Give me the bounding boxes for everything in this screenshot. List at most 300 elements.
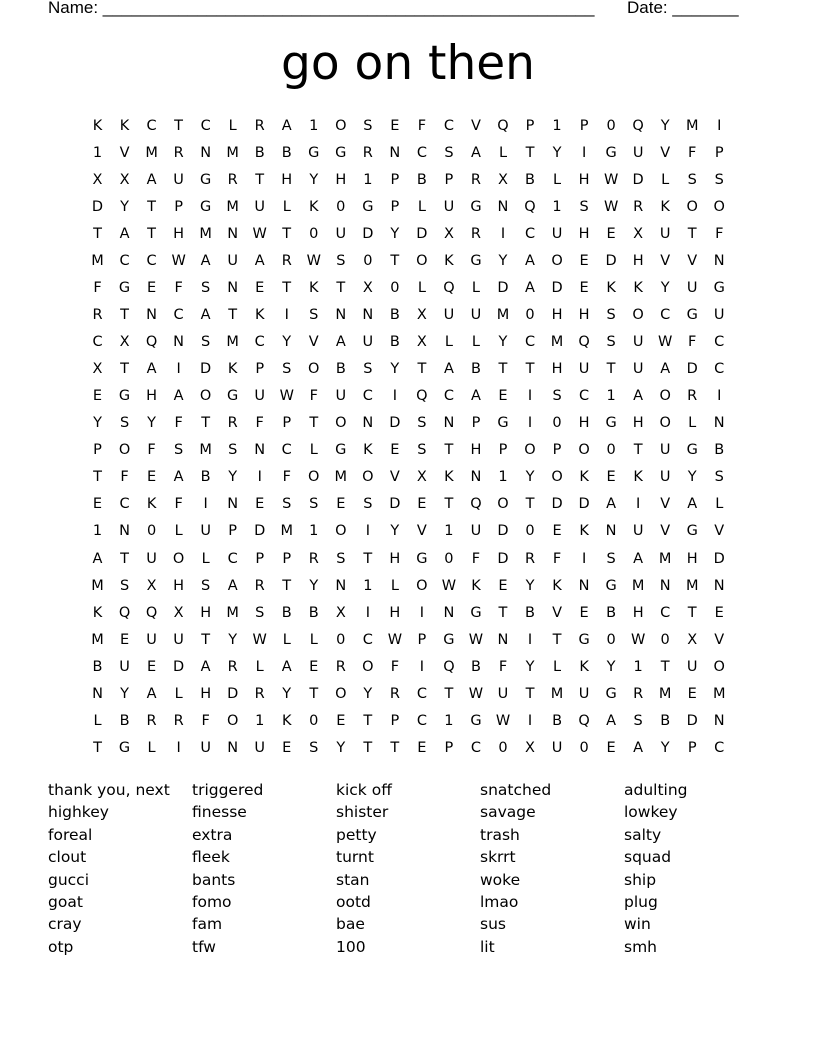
grid-letter: L [147, 739, 156, 756]
grid-letter: O [632, 307, 644, 324]
grid-letter: U [146, 631, 157, 648]
word-list-item: petty [336, 825, 377, 844]
grid-letter: B [389, 307, 400, 324]
grid-letter: B [552, 712, 563, 729]
word-list-item: snatched [480, 781, 552, 799]
grid-letter: X [119, 172, 130, 189]
grid-letter: 0 [309, 226, 319, 243]
grid-letter: A [606, 496, 617, 513]
grid-letter: 0 [309, 712, 319, 729]
grid-letter: V [660, 496, 671, 513]
grid-letter: P [390, 199, 400, 216]
grid-letter: G [497, 415, 509, 432]
grid-letter: U [632, 145, 644, 162]
grid-letter: C [443, 388, 454, 405]
grid-letter: D [254, 523, 266, 540]
grid-letter: M [91, 253, 104, 270]
grid-letter: A [146, 361, 157, 378]
grid-letter: R [362, 145, 373, 162]
grid-letter: M [226, 145, 239, 162]
grid-letter: T [552, 631, 562, 648]
grid-letter: U [254, 388, 266, 405]
grid-letter: H [632, 604, 644, 621]
grid-letter: K [579, 658, 589, 675]
grid-letter: 0 [525, 523, 535, 540]
grid-letter: W [171, 253, 186, 270]
grid-letter: 0 [552, 415, 562, 432]
grid-letter: A [633, 550, 644, 567]
grid-letter: D [227, 685, 239, 702]
word-list-item: win [624, 915, 651, 934]
grid-row [84, 302, 733, 329]
grid-letter: X [146, 577, 157, 594]
grid-letter: V [308, 334, 319, 351]
grid-letter: T [525, 496, 535, 513]
grid-letter: I [527, 388, 533, 405]
grid-letter: N [335, 577, 347, 594]
grid-letter: T [498, 361, 508, 378]
grid-letter: C [660, 604, 671, 621]
grid-letter: T [120, 550, 129, 567]
grid-letter: X [92, 361, 103, 378]
grid-letter: Y [228, 631, 238, 648]
grid-letter: M [199, 442, 212, 459]
grid-letter: D [173, 658, 185, 675]
grid-letter: O [226, 712, 239, 729]
grid-letter: M [685, 577, 699, 594]
grid-letter: T [174, 118, 184, 134]
grid-letter: L [201, 550, 210, 567]
grid-letter: N [227, 739, 239, 756]
word-list-item: lowkey [624, 803, 678, 822]
grid-letter: H [146, 388, 158, 405]
grid-letter: K [146, 496, 157, 513]
grid-letter: U [443, 199, 455, 216]
grid-letter: P [93, 442, 102, 459]
grid-letter: T [525, 145, 535, 162]
grid-letter: R [389, 685, 400, 702]
grid-letter: S [363, 361, 373, 378]
grid-letter: K [92, 118, 103, 134]
grid-letter: Y [525, 577, 535, 594]
grid-letter: I [365, 604, 370, 621]
word-list-item: lit [480, 937, 495, 956]
word-list-item: 100 [336, 937, 366, 956]
grid-letter: S [606, 550, 616, 567]
grid-letter: C [579, 388, 590, 405]
grid-letter: I [500, 226, 506, 243]
grid-letter: R [173, 712, 184, 729]
grid-letter: L [715, 496, 724, 513]
grid-letter: T [309, 415, 319, 432]
grid-letter: I [636, 496, 641, 513]
grid-letter: M [334, 469, 348, 486]
grid-letter: Y [228, 469, 238, 486]
grid-letter: N [497, 631, 509, 648]
grid-letter: E [687, 685, 697, 702]
grid-letter: E [92, 388, 103, 405]
grid-letter: 0 [336, 631, 346, 648]
grid-letter: G [470, 199, 482, 216]
grid-letter: Y [687, 469, 697, 486]
grid-letter: C [416, 145, 427, 162]
grid-letter: N [146, 307, 157, 324]
grid-letter: T [93, 739, 102, 756]
word-list-item: gucci [48, 870, 90, 889]
grid-letter: L [471, 334, 480, 351]
word-list-item: extra [192, 825, 233, 844]
grid-letter: A [200, 658, 211, 675]
grid-letter: S [255, 604, 265, 621]
grid-letter: Q [145, 334, 158, 351]
grid-letter: C [92, 334, 103, 351]
grid-row [84, 464, 733, 491]
grid-letter: S [633, 712, 643, 729]
grid-letter: Y [390, 523, 400, 540]
grid-row [84, 573, 733, 600]
grid-letter: E [255, 496, 265, 513]
grid-letter: U [443, 307, 455, 324]
grid-letter: D [416, 226, 428, 243]
grid-letter: C [416, 712, 427, 729]
grid-letter: D [91, 199, 104, 216]
grid-letter: E [579, 280, 589, 297]
grid-letter: I [581, 550, 587, 567]
word-list-item: foreal [48, 825, 93, 844]
grid-letter: F [715, 226, 724, 243]
grid-letter: A [660, 361, 671, 378]
grid-row [84, 329, 733, 356]
grid-letter: G [605, 685, 617, 702]
word-list-item: tfw [192, 937, 216, 956]
grid-letter: H [470, 442, 482, 459]
grid-letter: O [524, 442, 536, 459]
grid-letter: T [687, 604, 697, 621]
grid-letter: N [119, 523, 130, 540]
grid-letter: P [552, 442, 562, 459]
grid-letter: E [309, 658, 319, 675]
grid-letter: C [200, 118, 211, 134]
grid-letter: C [362, 388, 373, 405]
grid-letter: S [579, 199, 589, 216]
grid-letter: E [390, 118, 400, 134]
grid-letter: P [444, 739, 454, 756]
grid-letter: V [389, 469, 400, 486]
grid-letter: K [281, 712, 292, 729]
grid-letter: G [470, 712, 482, 729]
grid-letter: U [686, 658, 698, 675]
grid-letter: I [392, 388, 397, 405]
grid-letter: S [606, 307, 616, 324]
grid-letter: Q [443, 658, 455, 675]
grid-letter: 1 [552, 118, 562, 134]
grid-letter: A [173, 388, 184, 405]
grid-letter: G [308, 145, 320, 162]
grid-letter: B [335, 361, 346, 378]
grid-letter: Y [120, 199, 129, 216]
grid-letter: F [120, 469, 129, 486]
grid-letter: U [146, 550, 157, 567]
letter-grid [84, 113, 733, 762]
grid-letter: G [335, 145, 347, 162]
grid-letter: Y [552, 145, 562, 162]
word-list-item: ship [624, 870, 657, 889]
grid-row [84, 491, 733, 518]
grid-letter: T [660, 658, 670, 675]
grid-letter: T [687, 226, 697, 243]
grid-letter: T [390, 739, 400, 756]
word-list-item: kick off [336, 781, 392, 799]
grid-letter: U [632, 334, 644, 351]
grid-letter: M [631, 577, 645, 594]
grid-letter: U [254, 199, 266, 216]
grid-letter: I [257, 469, 262, 486]
grid-letter: A [254, 253, 265, 270]
grid-letter: U [578, 685, 590, 702]
grid-letter: 0 [660, 631, 670, 648]
grid-letter: K [579, 469, 589, 486]
grid-letter: S [714, 172, 724, 189]
grid-letter: V [119, 145, 130, 162]
grid-letter: T [444, 685, 454, 702]
grid-letter: T [363, 550, 373, 567]
grid-letter: F [498, 658, 508, 675]
grid-letter: U [173, 631, 184, 648]
grid-letter: Y [147, 415, 156, 432]
grid-letter: S [309, 496, 319, 513]
grid-letter: E [579, 253, 589, 270]
grid-letter: E [606, 226, 616, 243]
grid-letter: A [470, 145, 481, 162]
grid-letter: T [282, 577, 292, 594]
grid-letter: S [336, 550, 346, 567]
grid-letter: I [527, 415, 533, 432]
grid-letter: R [687, 388, 698, 405]
grid-letter: E [552, 523, 562, 540]
grid-letter: U [335, 226, 347, 243]
grid-letter: D [389, 496, 401, 513]
grid-letter: A [633, 388, 644, 405]
grid-letter: C [119, 496, 130, 513]
word-list-item: bants [192, 870, 236, 889]
grid-letter: 1 [363, 577, 373, 594]
grid-letter: G [605, 145, 617, 162]
page-title: go on then [281, 36, 535, 91]
grid-letter: C [714, 334, 725, 351]
grid-letter: L [309, 631, 318, 648]
grid-letter: C [146, 118, 157, 134]
grid-letter: N [578, 577, 590, 594]
grid-letter: A [443, 361, 454, 378]
grid-letter: N [443, 415, 455, 432]
grid-letter: A [470, 388, 481, 405]
grid-letter: Q [118, 604, 131, 621]
grid-letter: V [660, 523, 671, 540]
grid-letter: W [603, 199, 619, 216]
grid-letter: Y [120, 685, 129, 702]
grid-letter: R [335, 658, 346, 675]
grid-letter: T [498, 604, 508, 621]
grid-letter: A [119, 226, 130, 243]
grid-letter: O [416, 577, 428, 594]
grid-letter: E [146, 469, 157, 486]
grid-letter: E [390, 442, 400, 459]
grid-letter: S [687, 172, 697, 189]
grid-letter: H [200, 685, 212, 702]
grid-letter: Y [363, 685, 373, 702]
grid-letter: D [686, 712, 698, 729]
name-field-label: Name: ____________________________________________________ [48, 0, 595, 17]
grid-letter: A [525, 253, 535, 270]
grid-letter: Y [93, 415, 102, 432]
grid-letter: P [282, 550, 292, 567]
grid-letter: E [255, 280, 265, 297]
grid-letter: N [497, 199, 509, 216]
grid-letter: K [227, 361, 238, 378]
grid-letter: B [416, 172, 427, 189]
grid-letter: U [578, 361, 590, 378]
grid-letter: R [173, 145, 184, 162]
grid-letter: F [174, 496, 183, 513]
grid-letter: Y [390, 226, 400, 243]
grid-letter: I [203, 496, 208, 513]
word-list-item: shister [336, 803, 389, 822]
grid-letter: E [579, 604, 589, 621]
grid-letter: D [713, 550, 725, 567]
word-list-item: thank you, next [48, 781, 170, 799]
grid-letter: I [717, 388, 722, 405]
grid-letter: O [308, 469, 320, 486]
grid-letter: B [254, 145, 265, 162]
grid-letter: I [284, 307, 289, 324]
grid-letter: Y [390, 361, 400, 378]
grid-row [84, 518, 733, 545]
grid-letter: B [281, 145, 292, 162]
word-list-item: bae [336, 915, 365, 934]
grid-letter: 1 [309, 523, 319, 540]
grid-letter: 0 [498, 739, 508, 756]
grid-letter: T [147, 226, 156, 243]
grid-letter: D [497, 523, 509, 540]
grid-letter: H [389, 550, 401, 567]
grid-letter: P [498, 442, 508, 459]
grid-letter: K [633, 469, 643, 486]
grid-letter: Q [578, 334, 590, 351]
grid-letter: Y [606, 658, 616, 675]
grid-letter: I [527, 712, 533, 729]
grid-letter: P [255, 550, 265, 567]
grid-letter: S [119, 577, 130, 594]
grid-letter: E [146, 658, 157, 675]
grid-letter: E [417, 496, 427, 513]
grid-letter: W [252, 226, 267, 243]
grid-letter: N [713, 712, 725, 729]
grid-letter: M [226, 199, 239, 216]
grid-letter: R [633, 685, 644, 702]
grid-letter: S [417, 442, 427, 459]
grid-letter: C [281, 442, 292, 459]
word-list-item: savage [480, 803, 536, 822]
grid-letter: O [578, 442, 590, 459]
grid-letter: R [470, 226, 481, 243]
grid-letter: D [578, 496, 590, 513]
grid-letter: S [606, 334, 616, 351]
grid-letter: A [606, 712, 617, 729]
word-list [48, 779, 768, 958]
grid-letter: A [92, 550, 103, 567]
grid-letter: W [468, 685, 484, 702]
grid-letter: S [309, 739, 319, 756]
grid-row [84, 248, 733, 275]
grid-letter: B [470, 658, 481, 675]
grid-letter: O [551, 253, 563, 270]
grid-row [84, 410, 733, 437]
grid-letter: L [174, 523, 183, 540]
grid-letter: L [255, 658, 264, 675]
date-field-label: Date: _______ [627, 0, 739, 17]
grid-letter: O [551, 469, 563, 486]
grid-letter: T [147, 199, 156, 216]
grid-row [84, 681, 733, 708]
grid-letter: 0 [579, 739, 589, 756]
grid-row [84, 194, 733, 221]
grid-letter: N [200, 145, 212, 162]
grid-letter: D [605, 253, 617, 270]
grid-letter: K [552, 577, 562, 594]
grid-letter: A [146, 685, 157, 702]
grid-letter: N [173, 334, 185, 351]
grid-letter: A [200, 307, 211, 324]
grid-letter: K [92, 604, 103, 621]
grid-letter: L [390, 577, 399, 594]
grid-row [84, 356, 733, 383]
grid-letter: B [525, 172, 535, 189]
word-list-item: sus [480, 915, 506, 934]
grid-letter: U [227, 253, 238, 270]
grid-letter: R [633, 199, 644, 216]
grid-letter: F [255, 415, 264, 432]
grid-letter: R [92, 307, 103, 324]
grid-letter: I [176, 361, 181, 378]
grid-letter: K [119, 118, 130, 134]
grid-letter: M [712, 685, 726, 702]
grid-letter: G [470, 253, 482, 270]
grid-letter: S [417, 415, 427, 432]
grid-letter: V [552, 604, 562, 621]
grid-letter: W [441, 577, 457, 594]
grid-letter: O [335, 415, 347, 432]
grid-letter: G [578, 631, 590, 648]
grid-letter: S [336, 253, 346, 270]
grid-letter: F [174, 280, 183, 297]
grid-letter: D [497, 550, 509, 567]
grid-letter: H [389, 604, 401, 621]
word-list-item: smh [624, 937, 657, 956]
grid-letter: O [659, 415, 671, 432]
grid-letter: S [552, 388, 562, 405]
grid-letter: E [714, 604, 724, 621]
grid-letter: O [335, 118, 347, 134]
grid-letter: L [228, 118, 237, 134]
grid-letter: I [717, 118, 722, 134]
grid-letter: D [632, 172, 644, 189]
grid-letter: 1 [92, 145, 103, 162]
grid-letter: 1 [633, 658, 643, 675]
grid-letter: M [226, 334, 239, 351]
word-list-item: clout [48, 848, 87, 867]
grid-letter: Y [309, 172, 319, 189]
grid-letter: U [713, 307, 725, 324]
